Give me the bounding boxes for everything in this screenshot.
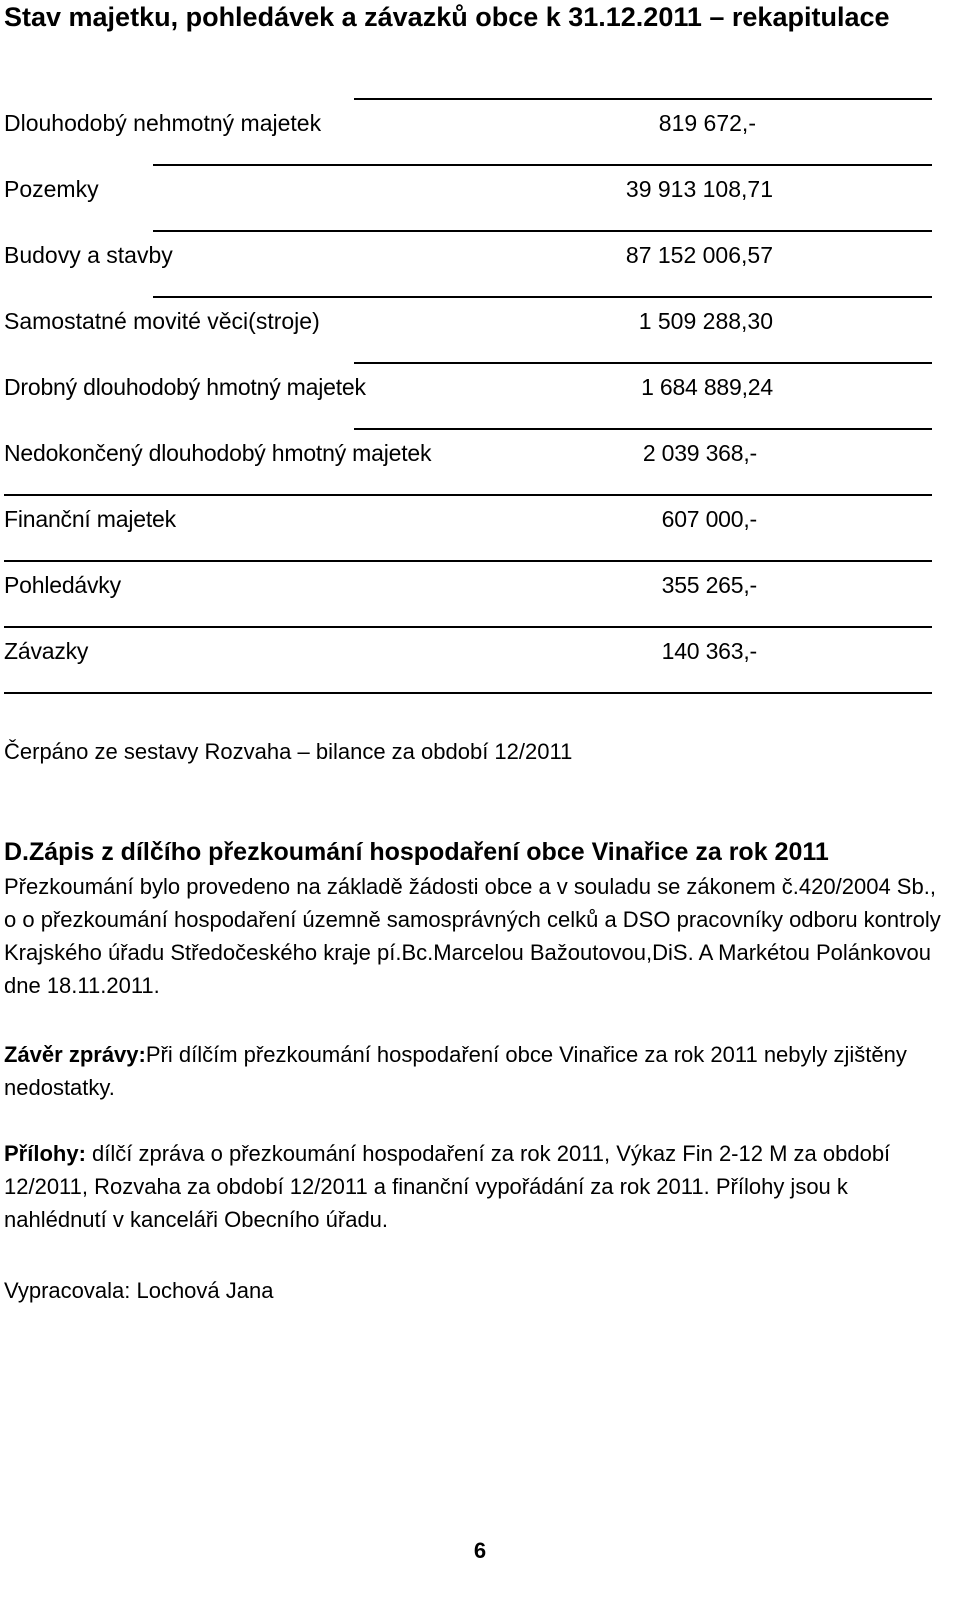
row-label-receivables: Pohledávky (4, 572, 121, 598)
row-value-unfinished-assets: 2 039 368,- (642, 440, 757, 466)
row-label-liabilities: Závazky (4, 638, 89, 664)
table-rule (153, 296, 932, 298)
table-rule (153, 164, 932, 166)
row-label-land: Pozemky (4, 176, 99, 202)
section-d-body: Přezkoumání bylo provedeno na základě žádosti obce a v souladu se zákonem č.420/2004 Sb., o o přezkoumání hospodaření územně samosprávných celků a DSO pracovníky odboru kontroly Krajského úřadu Středočeského kraje pí.Bc.Marcelou Bažoutovou,DiS. A Markétou Polánkovou dne 18.11.2011. (4, 874, 941, 998)
conclusion-label: Závěr zprávy: (4, 1042, 146, 1067)
row-value-receivables: 355 265,- (661, 572, 757, 598)
table-rule (4, 494, 932, 496)
row-label-intangible-assets: Dlouhodobý nehmotný majetek (4, 110, 322, 136)
row-label-buildings: Budovy a stavby (4, 242, 173, 268)
row-label-movable-assets: Samostatné movité věci(stroje) (4, 308, 320, 334)
table-rule (354, 362, 932, 364)
attachments-label: Přílohy: (4, 1141, 86, 1166)
table-rule (4, 626, 932, 628)
table-rule (153, 230, 932, 232)
row-value-movable-assets: 1 509 288,30 (638, 308, 773, 334)
row-label-unfinished-assets: Nedokončený dlouhodobý hmotný majetek (4, 440, 432, 466)
table-rule (354, 98, 932, 100)
row-value-buildings: 87 152 006,57 (625, 242, 773, 268)
table-rule (354, 428, 932, 430)
row-value-financial-assets: 607 000,- (661, 506, 757, 532)
row-label-small-tangible-assets: Drobný dlouhodobý hmotný majetek (4, 374, 366, 400)
prepared-by: Vypracovala: Lochová Jana (4, 1278, 274, 1303)
table-rule (4, 560, 932, 562)
table-rule (4, 692, 932, 694)
row-value-land: 39 913 108,71 (625, 176, 773, 202)
row-label-financial-assets: Finanční majetek (4, 506, 176, 532)
source-note: Čerpáno ze sestavy Rozvaha – bilance za období 12/2011 (4, 739, 573, 764)
page-number: 6 (473, 1538, 487, 1563)
attachments-text: dílčí zpráva o přezkoumání hospodaření za rok 2011, Výkaz Fin 2-12 M za období 12/2011, Rozvaha za období 12/2011 a finanční vypořádání za rok 2011. Přílohy jsou k nahlédnutí v kanceláři Obecního úřadu. (4, 1141, 891, 1232)
row-value-liabilities: 140 363,- (661, 638, 757, 664)
row-value-small-tangible-assets: 1 684 889,24 (641, 374, 773, 400)
conclusion-paragraph (4, 1038, 954, 1104)
row-value-intangible-assets: 819 672,- (658, 110, 756, 136)
section-d-heading: D.Zápis z dílčího přezkoumání hospodaření obce Vinařice za rok 2011 (4, 838, 829, 866)
page-title: Stav majetku, pohledávek a závazků obce k 31.12.2011 – rekapitulace (4, 2, 890, 32)
attachments-paragraph (4, 1137, 954, 1236)
conclusion-text: Při dílčím přezkoumání hospodaření obce Vinařice za rok 2011 nebyly zjištěny nedostatky. (4, 1042, 907, 1100)
